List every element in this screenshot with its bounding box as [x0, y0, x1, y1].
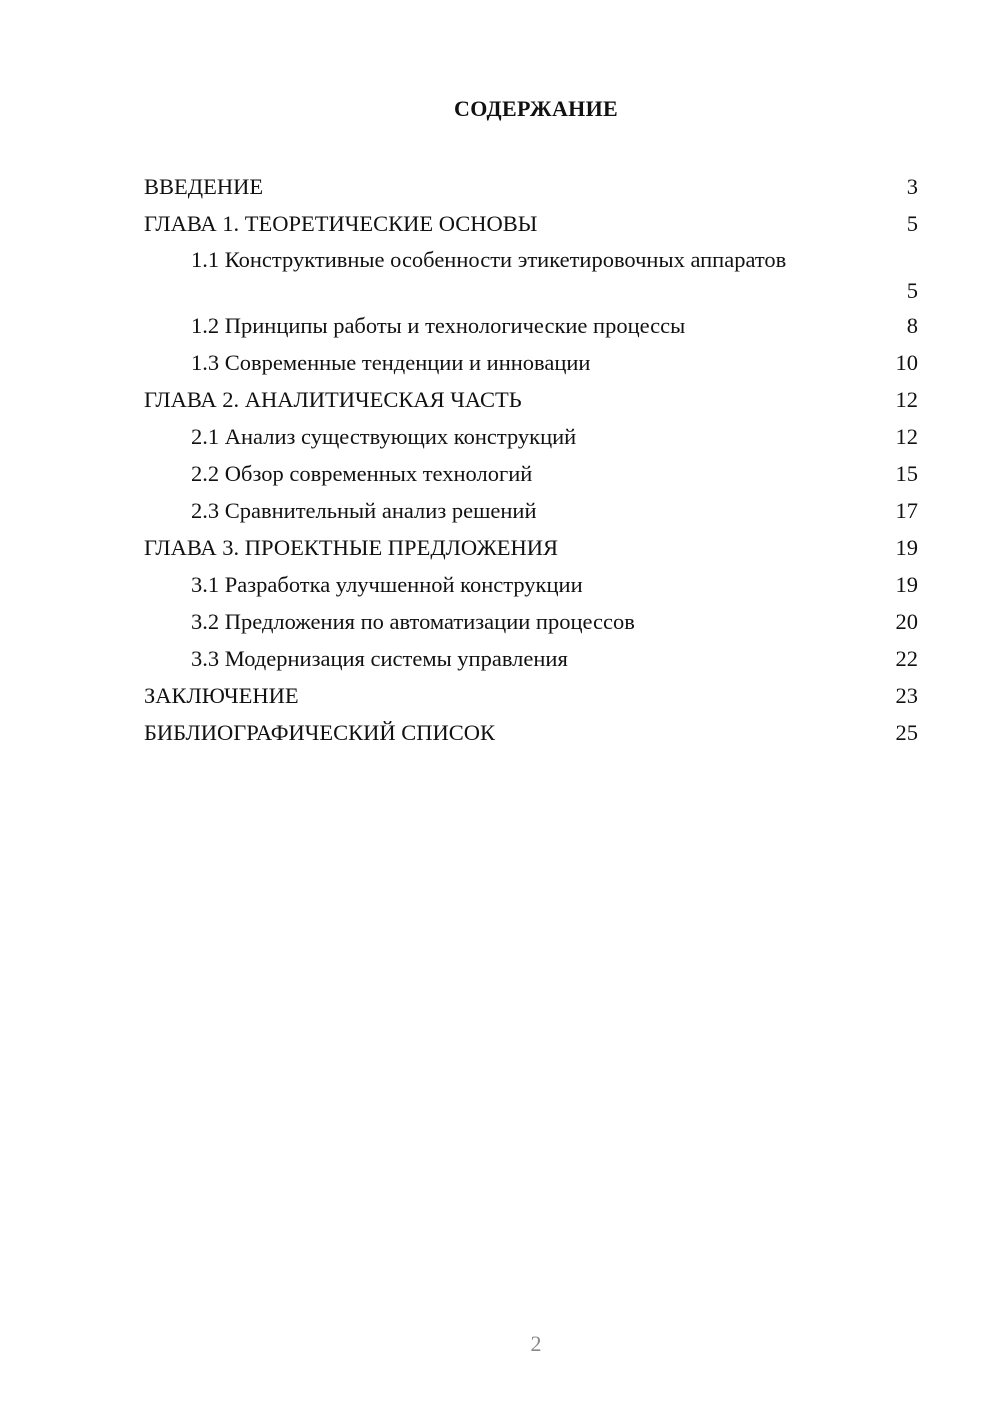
toc-entry-page: 19 [895, 535, 918, 560]
toc-entry-page: 8 [906, 313, 918, 338]
toc-entry-page: 25 [895, 720, 918, 745]
toc-entry-page: 12 [895, 424, 918, 449]
toc-entry [144, 344, 918, 381]
toc-entry-label: 3.1 Разработка улучшенной конструкции [191, 572, 583, 597]
toc-entry-page: 10 [895, 350, 918, 375]
toc-entry-label: ВВЕДЕНИЕ [144, 174, 264, 199]
toc-entry-page: 23 [895, 683, 918, 708]
toc-entry [144, 168, 918, 205]
toc-title: СОДЕРЖАНИЕ [454, 96, 618, 121]
toc-entry-label: 3.2 Предложения по автоматизации процессов [191, 609, 635, 634]
toc-entry [144, 381, 918, 418]
toc-entry [144, 205, 918, 242]
toc-entry-label: ГЛАВА 1. ТЕОРЕТИЧЕСКИЕ ОСНОВЫ [144, 211, 538, 236]
toc-entry-label: 1.3 Современные тенденции и инновации [191, 350, 591, 375]
toc-entry [144, 714, 918, 751]
toc-entry-page: 5 [906, 278, 918, 303]
toc-entry [144, 603, 918, 640]
toc-entry-label: 2.1 Анализ существующих конструкций [191, 424, 577, 449]
toc-entry [144, 455, 918, 492]
toc-entry-page: 19 [895, 572, 918, 597]
toc-entry-label: БИБЛИОГРАФИЧЕСКИЙ СПИСОК [144, 720, 496, 745]
toc-entry-label: 3.3 Модернизация системы управления [191, 646, 568, 671]
toc-entry-label: ГЛАВА 2. АНАЛИТИЧЕСКАЯ ЧАСТЬ [144, 387, 522, 412]
toc-entry [144, 640, 918, 677]
toc-entry [144, 307, 918, 344]
toc-entry [144, 242, 918, 307]
toc-entry-page: 12 [895, 387, 918, 412]
toc-entry [144, 492, 918, 529]
toc-entry-page: 3 [906, 174, 918, 199]
toc-entry-label: ЗАКЛЮЧЕНИЕ [144, 683, 299, 708]
toc-entry [144, 418, 918, 455]
toc-entry [144, 677, 918, 714]
toc-entry-label: 1.1 Конструктивные особенности этикетировочных аппаратов [191, 247, 787, 272]
page-number: 2 [530, 1331, 542, 1356]
toc-entry-label: 2.3 Сравнительный анализ решений [191, 498, 537, 523]
toc-entry [144, 566, 918, 603]
toc-list [144, 168, 918, 751]
toc-entry-page: 5 [906, 211, 918, 236]
toc-entry-page: 20 [895, 609, 918, 634]
toc-entry-page: 15 [895, 461, 918, 486]
toc-entry-page: 17 [895, 498, 918, 523]
toc-entry-page: 22 [895, 646, 918, 671]
toc-entry-label: 1.2 Принципы работы и технологические процессы [191, 313, 686, 338]
toc-entry-label: 2.2 Обзор современных технологий [191, 461, 533, 486]
toc-entry [144, 529, 918, 566]
toc-entry-label: ГЛАВА 3. ПРОЕКТНЫЕ ПРЕДЛОЖЕНИЯ [144, 535, 559, 560]
